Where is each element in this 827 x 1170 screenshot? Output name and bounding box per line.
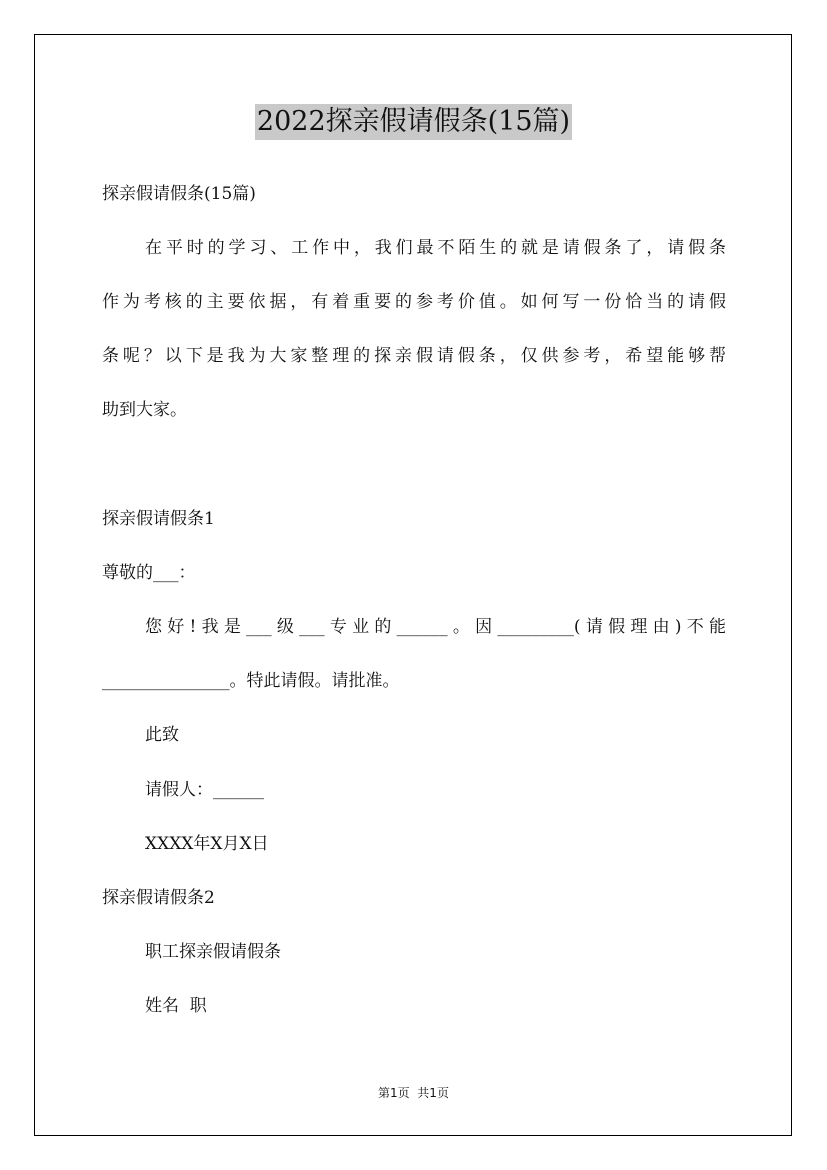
intro-line-4: 助到大家。 — [102, 400, 187, 420]
document-title: 2022探亲假请假条(15篇) — [255, 104, 572, 140]
intro-line-2: 作为考核的主要依据，有着重要的参考价值。如何写一份恰当的请假 — [102, 292, 726, 312]
section1-closing: 此致 — [145, 725, 179, 745]
intro-line-1: 在平时的学习、工作中，我们最不陌生的就是请假条了，请假条 — [145, 238, 726, 258]
title-container — [0, 104, 827, 140]
section2-heading: 探亲假请假条2 — [102, 888, 215, 908]
section1-body-line-2: _______________。特此请假。请批准。 — [102, 671, 400, 691]
document-heading: 探亲假请假条(15篇) — [102, 184, 256, 204]
section2-fields: 姓名 职 — [145, 996, 207, 1016]
section2-subtitle: 职工探亲假请假条 — [145, 942, 281, 962]
section1-heading: 探亲假请假条1 — [102, 509, 215, 529]
intro-line-3: 条呢？以下是我为大家整理的探亲假请假条，仅供参考，希望能够帮 — [102, 346, 726, 366]
section1-body-line-1: 您好!我是___级___专业的______。因_________(请假理由)不能 — [145, 617, 726, 637]
page-footer: 第1页 共1页 — [378, 1086, 449, 1100]
section1-date: XXXX年X月X日 — [145, 834, 269, 854]
section1-applicant: 请假人：______ — [145, 780, 264, 800]
section1-salutation: 尊敬的___： — [102, 563, 196, 583]
